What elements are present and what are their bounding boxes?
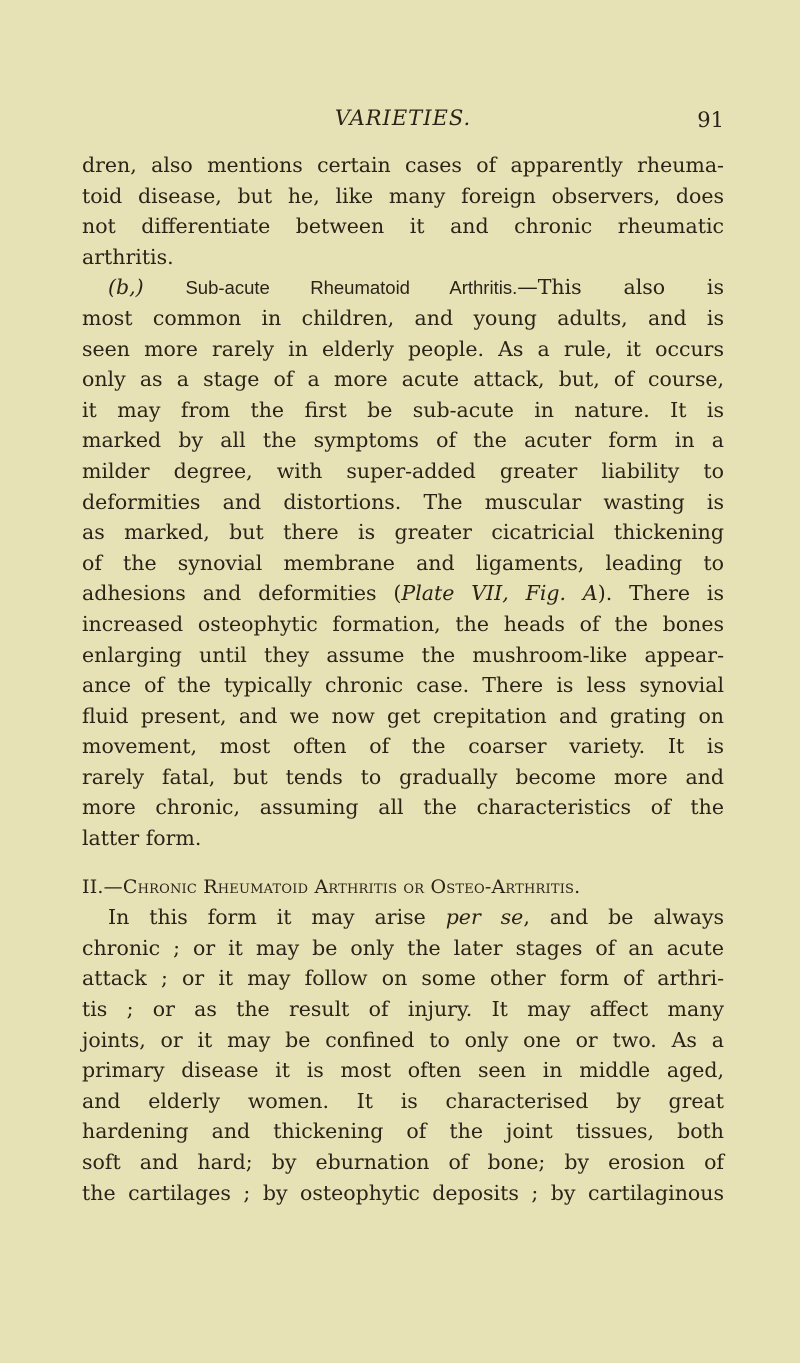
- paragraph-3: [82, 902, 724, 1208]
- text-line: rarely fatal, but tends to gradually become more and: [82, 764, 724, 789]
- text-line: arthritis.: [82, 244, 174, 269]
- text-line: fluid present, and we now get crepitation and grating on: [82, 703, 724, 728]
- text-line: and elderly women. It is characterised by great: [82, 1088, 724, 1113]
- text-line: more chronic, assuming all the characteristics of the: [82, 795, 724, 820]
- text-line: chronic ; or it may be only the later stages of an acute: [82, 935, 724, 960]
- figure-reference: Plate VII, Fig. A: [401, 581, 598, 606]
- paragraph-2: [82, 272, 724, 853]
- text-line: [82, 902, 724, 933]
- text-line: enlarging until they assume the mushroom-like appear-: [82, 642, 724, 667]
- text-line: hardening and thickening of the joint tissues, both: [82, 1119, 724, 1144]
- text-line: the cartilages ; by osteophytic deposits ; by cartilaginous: [82, 1180, 724, 1205]
- section-heading: II.—Chronic Rheumatoid Arthritis or Osteo-Arthritis.: [82, 875, 581, 898]
- text-line: only as a stage of a more acute attack, but, of course,: [82, 367, 724, 392]
- text-line: dren, also mentions certain cases of apparently rheuma-: [82, 153, 724, 177]
- text-line: of the synovial membrane and ligaments, leading to: [82, 550, 724, 575]
- text-line: primary disease it is most often seen in middle aged,: [82, 1058, 724, 1083]
- text-line: attack ; or it may follow on some other form of arthri-: [82, 966, 724, 991]
- page-body: [82, 150, 724, 1208]
- subsection-heading: Sub-acute Rheumatoid Arthritis.: [185, 277, 518, 299]
- text-segment: , and be always: [523, 905, 724, 930]
- running-head: VARIETIES.: [334, 106, 472, 130]
- text-line: tis ; or as the result of injury. It may affect many: [82, 997, 724, 1022]
- subsection-label: (b,): [108, 275, 144, 300]
- page-header: [82, 106, 724, 142]
- text-line: toid disease, but he, like many foreign observers, does: [82, 183, 724, 208]
- text-line: it may from the first be sub-acute in nature. It is: [82, 397, 724, 422]
- text-line: not differentiate between it and chronic rheumatic: [82, 214, 724, 239]
- page-number: 91: [697, 108, 724, 132]
- subsection-lead-text: —This also is: [517, 275, 724, 300]
- figure-ref-post: ). There is: [597, 581, 725, 606]
- text-line: increased osteophytic formation, the heads of the bones: [82, 611, 724, 636]
- text-line: [82, 272, 724, 303]
- text-line: seen more rarely in elderly people. As a rule, it occurs: [82, 336, 724, 361]
- text-line: milder degree, with super-added greater liability to: [82, 458, 724, 483]
- text-segment: In this form it may arise: [108, 905, 446, 930]
- text-line: soft and hard; by eburnation of bone; by erosion of: [82, 1150, 724, 1174]
- text-line: deformities and distortions. The muscular wasting is: [82, 489, 724, 514]
- text-line: movement, most often of the coarser variety. It is: [82, 734, 724, 759]
- figure-ref-pre: adhesions and deformities (: [82, 581, 402, 606]
- latin-phrase: per se: [445, 905, 524, 930]
- text-line: marked by all the symptoms of the acuter form in a: [82, 428, 724, 453]
- paragraph-1: [82, 150, 724, 272]
- text-line: most common in children, and young adults, and is: [82, 305, 724, 330]
- text-line: latter form.: [82, 826, 202, 851]
- text-line: ance of the typically chronic case. There is less synovial: [82, 673, 724, 698]
- text-line: joints, or it may be confined to only one or two. As a: [82, 1027, 724, 1052]
- text-line: as marked, but there is greater cicatricial thickening: [82, 520, 724, 545]
- text-line: [82, 578, 724, 609]
